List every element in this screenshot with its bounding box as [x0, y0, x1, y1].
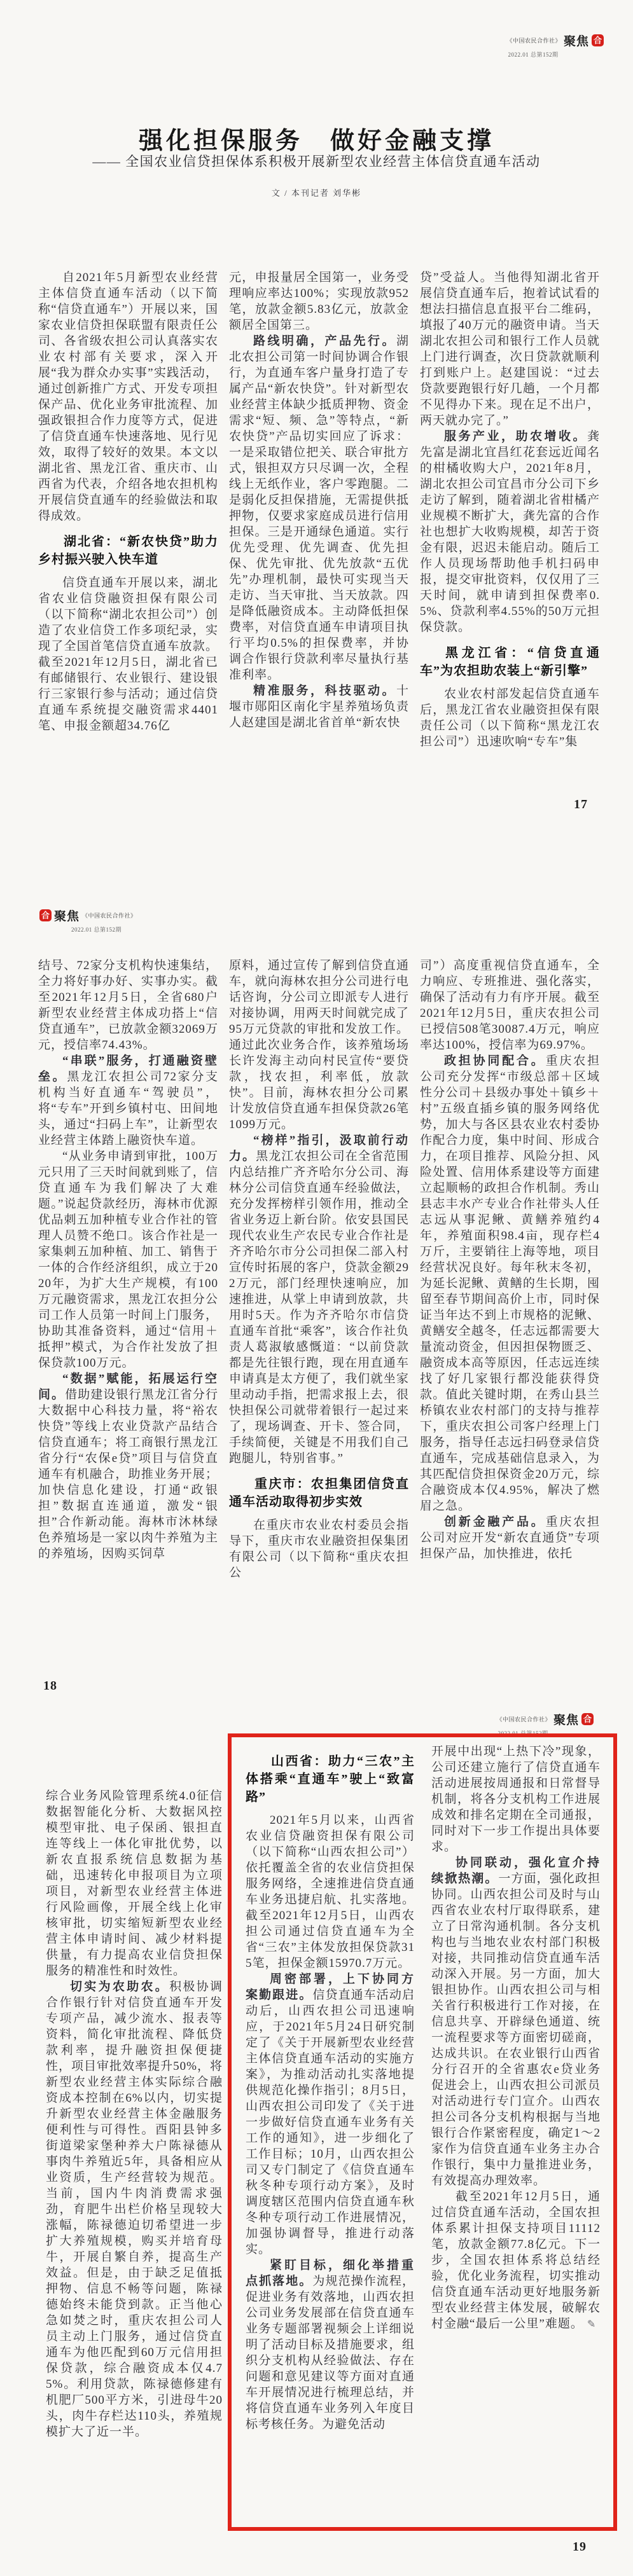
- paragraph-lead: 紧盯目标，细化举措重点抓落地。: [246, 2259, 415, 2288]
- section-heading: 湖北省：“新农快贷”助力乡村振兴驶入快车道: [38, 535, 218, 567]
- paragraph: 紧盯目标，细化举措重点抓落地。为规范操作流程，促进业务有效落地，山西农担公司业务发展部在信贷直通车业务专题部署视频会上详细说明了活动目标及措施要求，组织分支机构从经验做法、存在问题和意见建议等方面对直通车开展情况进行梳理总结，并将信贷直通车业务列入年度目标考核任务。为避免活动: [246, 2259, 415, 2431]
- paragraph: 截至2021年12月5日，通过信贷直通车活动，全国农担体系累计担保支持项目11112笔，放款金额77.8亿元。下一步，全国农担体系将总结经验，优化业务流程，切实推动信贷直通车活动更好地服务新型农业经营主体发展，破解农村金融“最后一公里”难题。 ✎: [431, 2190, 601, 2331]
- paragraph: 周密部署，上下协同方案勤跟进。信贷直通车活动启动后，山西农担公司迅速响应，于2021年5月24日研究制定了《关于开展新型农业经营主体信贷直通车活动的实施方案》，为推动活动扎实落地提供规范化操作指引；8月5日，山西农担公司印发了《关于进一步做好信贷直通车业务有关工作的通知》，进一步细化了工作目标；10月，山西农担公司又专门制定了《信贷直通车秋冬种专项行动方案》，及时调度辖区范围内信贷直通车秋冬种专项行动工作进展情况，加强协调督导，推进行动落实。: [246, 1973, 415, 2256]
- page-2-columns: [38, 958, 600, 1581]
- text-column: [431, 1744, 601, 2521]
- paragraph-lead: 服务产业，助农增收。: [444, 430, 587, 443]
- text-column: [46, 1788, 223, 2440]
- paragraph-lead: “数据”赋能，拓展运行空间。: [38, 1372, 218, 1402]
- paragraph: 切实为农助农。积极协调合作银行针对信贷直通车开发专项产品，减少流水、报表等资料，简化审批流程、降低贷款利率，提升融资担保便捷性，项目审批效率提升50%，将新型农业经营主体实际综合融资成本控制在6%以内，切实提升新型农业经营主体金融服务便利性与可得性。酉阳县钟多街道梁家堡种养大户陈禄德从事肉牛养殖近5年，具备相应从业资质，生产经营较为规范。当前，国内牛肉消费需求强劲，育肥牛出栏价格呈现较大涨幅，陈禄德迫切希望进一步扩大养殖规模，购买并培育母牛，开展自繁自养，提高生产效益。但是，由于缺乏足值抵押物、信息不畅等问题，陈禄德始终未能贷到款。正当他心急如焚之时，重庆农担公司人员主动上门服务，通过信贷直通车为他匹配到60万元信用担保贷款，综合融资成本仅4.75%。利用贷款，陈禄德修建有机肥厂500平方米，引进母牛20头，肉牛存栏达110头，养殖规模扩大了近一半。: [46, 1980, 223, 2439]
- text-column: [229, 270, 409, 750]
- text-column: [420, 270, 600, 750]
- article-end-icon: ✎: [587, 2319, 596, 2330]
- text-column: [38, 270, 218, 750]
- paragraph: 信贷直通车开展以来，湖北省农业信贷融资担保有限公司（以下简称“湖北农担公司”）创造了农业信贷工作多项纪录，实现了全国首笔信贷直通车放款。截至2021年12月5日，湖北省已有邮储银行、农业银行、建设银行三家银行参与活动；通过信贷直通车系统提交融资需求4401笔、申报金额超34.76亿: [38, 576, 218, 733]
- paragraph: 原料，通过宣传了解到信贷直通车，就向海林农担分公司进行电话咨询，分公司立即派专人进行对接协调，用两天时间就完成了95万元贷款的审批和发放工作。通过此次业务合作，该养殖场场长许发海主动向村民宣传“要贷款，找农担，利率低，放款快”。目前，海林农担分公司累计发放信贷直通车担保贷款26笔1099万元。: [229, 959, 409, 1131]
- paragraph: 2021年5月以来，山西省农业信贷融资担保有限公司（以下简称“山西农担公司”）依托覆盖全省的农业信贷担保服务网络，全速推进信贷直通车业务迅捷启航、扎实落地。截至2021年12月5日，山西农担公司通过信贷直通车为全省“三农”主体发放担保贷款315笔，担保金额15970.7万元。: [246, 1814, 415, 1970]
- masthead-page-2: [39, 907, 137, 933]
- paragraph-lead: 精准服务，科技驱动。: [253, 684, 396, 698]
- section-heading: 重庆市：农担集团信贷直通车活动取得初步实效: [229, 1477, 409, 1509]
- magazine-seal-icon: 合: [581, 1713, 594, 1725]
- paragraph-lead: 协同联动，强化宣介持续掀热潮。: [431, 1856, 601, 1885]
- paragraph-lead: “榜样”指引，汲取前行动力。: [229, 1134, 409, 1163]
- paragraph-lead: 政担协同配合。: [444, 1054, 546, 1068]
- text-column: [229, 958, 409, 1581]
- magazine-seal-icon: 合: [39, 909, 52, 921]
- masthead-section-name: 聚焦: [563, 35, 589, 48]
- text-column: [246, 1744, 415, 2521]
- paragraph: 元，申报量居全国第一，业务受理响应率达100%；实现放款952笔，放款金额5.83亿元，放款金额居全国第三。: [229, 271, 409, 332]
- article-byline: 文 / 本刊记者 刘华彬: [271, 188, 362, 198]
- paragraph: 路线明确，产品先行。湖北农担公司第一时间协调合作银行，为直通车客户量身打造了专属产品“新农快贷”。针对新型农业经营主体缺少抵质押物、资金需求“短、频、急”等特点，“新农快贷”产品切实回应了诉求：一是采取错位把关、联合审批方式，银担双方只尽调一次，全程线上无纸作业，客户零跑腿。二是弱化反担保措施，无需提供抵押物，仅要求家庭成员进行信用担保。三是开通绿色通道。实行优先受理、优先调查、优先担保、优先审批、优先放款“五优先”办理机制，最快可实现当天走访、当天审批、当天放款。四是降低融资成本。主动降低担保费率，对信贷直通车申请项目执行平均0.5%的担保费率，并协调合作银行贷款利率尽量执行基准利率。: [229, 334, 409, 682]
- paragraph: “数据”赋能，拓展运行空间。借助建设银行黑龙江省分行大数据中心科技力量，将“裕农快贷”等线上农业贷款产品结合信贷直通车；将工商银行黑龙江省分行“农保e贷”项目与信贷直通车有机融合，助推业务开展；加快信息化建设，打通“政银担”数据直连通道，激发“银担”合作新动能。海林市沐林绿色养殖场是一家以肉牛养殖为主的养殖场，因购买饲草: [38, 1372, 218, 1560]
- paragraph: 综合业务风险管理系统4.0征信数据智能化分析、大数据风控模型审批、电子保函、银担直连等线上一体化审批优势，以新农直报系统信息数据为基础，迅速转化申报项目为立项项目，对新型农业经营主体进行风险画像，开展全线上化审核审批，切实缩短新型农业经营主体申请时间、减少材料提供量，有力提高农业信贷担保服务的精准性和时效性。: [46, 1789, 223, 1978]
- paragraph: 贷”受益人。当他得知湖北省开展信贷直通车后，抱着试试看的想法扫描信息直报平台二维码，填报了40万元的融资申请。当天湖北农担公司和银行工作人员就上门进行调查，次日贷款就顺利打到账户上。赵建国说：“过去贷款要跑银行好几趟，一个月都不见得办下来。现在足不出户，两天就办完了。”: [420, 271, 600, 427]
- text-column: [38, 958, 218, 1581]
- masthead-issue: 2022.01 总第152期: [508, 52, 559, 58]
- highlight-box-shanxi: [228, 1733, 617, 2531]
- masthead-section-name: 聚焦: [54, 910, 80, 923]
- page-number: 19: [573, 2540, 587, 2554]
- section-heading: 山西省：助力“三农”主体搭乘“直通车”驶上“致富路”: [246, 1754, 415, 1804]
- paragraph-lead: 周密部署，上下协同方案勤跟进。: [246, 1973, 415, 2002]
- page-1-columns: [38, 270, 600, 750]
- paragraph: 政担协同配合。重庆农担公司充分发挥“市级总部＋区域性分公司＋县级办事处＋镇乡＋村”五级直插乡镇的服务网络优势，加大与各区县农业农村委协作配合力度，集中时间、形成合力，在项目推荐、风险分担、风险处置、信用体系建设等方面建立起顺畅的政担合作机制。秀山县志丰水产专业合作社带头人任志远从事泥鳅、黄鳝养殖约4年，养殖面积98.4亩，现存栏4万斤，主要销往上海等地，项目经营状况良好。每年秋末冬初，为延长泥鳅、黄鳝的生长期，囤留至春节期间高价上市，同时保证当年达不到上市规格的泥鳅、黄鳝安全越冬，任志远都需要大量流动资金，但因担保物匮乏、融资成本高等原因，任志远连续找了好几家银行都没能获得贷款。值此关键时期，在秀山县兰桥镇农业农村部门的支持与推荐下，重庆农担公司客户经理上门服务，指导任志远扫码登录信贷直通车，完成基础信息录入，为其匹配信贷担保资金20万元，综合融资成本仅4.95%，解决了燃眉之急。: [420, 1054, 600, 1513]
- paragraph: 协同联动，强化宣介持续掀热潮。一方面，强化政担协同。山西农担公司及时与山西省农业农村厅取得联系，建立了日常沟通机制。各分支机构也与当地农业农村部门积极对接，共同推动信贷直通车活动深入开展。另一方面，加大银担协作。山西农担公司与相关省行积极进行工作对接，在信息共享、开辟绿色通道、统一流程要求等方面密切磋商，达成共识。在农业银行山西省分行召开的全省惠农e贷业务促进会上，山西农担公司派员对活动进行专门宣介。山西农担公司各分支机构根据与当地银行合作紧密程度，确定1～2家作为信贷直通车业务主办合作银行，集中力量推进业务，有效提高办理效率。: [431, 1856, 601, 2187]
- paragraph: “榜样”指引，汲取前行动力。黑龙江农担公司在全省范围内总结推广齐齐哈尔分公司、海林分公司信贷直通车经验做法，充分发挥榜样引领作用，推动全省业务迈上新台阶。依安县国民现代农业生产农民专业合作社是齐齐哈尔市分公司担保二部入村宣传时拓展的客户，贷款金额292万元，部门经理快速响应，加速推进，从掌上申请到放款，共用时5天。作为齐齐哈尔市信贷直通车首批“乘客”，该合作社负责人葛淑敏感慨道：“以前贷款都是先往银行跑，现在用直通车申请真是太方便了，我们就坐家里动动手指，把需求报上去，很快担保公司就带着银行一起过来了，现场调查、开卡、签合同，手续简便，关键是不用我们自己跑腿儿，特别省事。”: [229, 1134, 409, 1465]
- paragraph-lead: “串联”服务，打通融资壁垒。: [38, 1054, 218, 1084]
- paragraph: 服务产业，助农增收。龚先富是湖北宜昌红花套远近闻名的柑橘收购大户，2021年8月，湖北农担公司宜昌市分公司下乡走访了解到，随着湖北省柑橘产业规模不断扩大，龚先富的合作社也想扩大收购规模，却苦于资金有限，迟迟未能启动。随后工作人员现场帮助他手机扫码申报，提交审批资料，仅仅用了三天时间，就申请到担保费率0.5%、贷款利率4.55%的50万元担保贷款。: [420, 430, 600, 634]
- article-title: 强化担保服务 做好金融支撑: [138, 128, 494, 155]
- masthead-journal-name: 《中国农民合作社》: [82, 913, 137, 919]
- paragraph-lead: 路线明确，产品先行。: [253, 334, 396, 348]
- masthead-page-1: [506, 32, 604, 59]
- paragraph: 精准服务，科技驱动。十堰市郧阳区南化宇星养殖场负责人赵建国是湖北省首单“新农快: [229, 684, 409, 729]
- magazine-seal-icon: 合: [592, 34, 604, 46]
- paragraph-lead: 切实为农助农。: [70, 1980, 170, 1994]
- section-heading: 黑龙江省：“信贷直通车”为农担助农装上“新引擎”: [420, 646, 600, 678]
- paragraph: 农业农村部发起信贷直通车后，黑龙江省农业融资担保有限责任公司（以下简称“黑龙江农担公司”）迅速吹响“专车”集: [420, 687, 600, 748]
- paragraph: “串联”服务，打通融资壁垒。黑龙江农担公司72家分支机构当好直通车“驾驶员”，将“专车”开到乡镇村屯、田间地头，通过“扫码上车”，让新型农业经营主体踏上融资快车道。: [38, 1054, 218, 1147]
- paragraph: 在重庆市农业农村委员会指导下，重庆市农业融资担保集团有限公司（以下简称“重庆农担公: [229, 1519, 409, 1580]
- masthead-journal-name: 《中国农民合作社》: [496, 1716, 551, 1723]
- masthead-journal-name: 《中国农民合作社》: [506, 38, 561, 44]
- paragraph: 开展中出现“上热下冷”现象，公司还建立施行了信贷直通车活动进展按周通报和日常督导机制，将各分支机构工作进展成效和排名定期在全司通报，同时对下一步工作提出具体要求。: [431, 1745, 601, 1854]
- page-number: 17: [574, 797, 588, 811]
- paragraph: 创新金融产品。重庆农担公司对应开发“新农直通贷”专项担保产品，加快推进，依托: [420, 1515, 600, 1560]
- page-number: 18: [43, 1679, 57, 1693]
- paragraph: 自2021年5月新型农业经营主体信贷直通车活动（以下简称“信贷直通车”）开展以来，国家农业信贷担保联盟有限责任公司、各省级农担公司认真落实农业农村部有关要求，深入开展“我为群众办实事”实践活动，通过创新推广方式、开发专项担保产品、优化业务审批流程、加强政银担合作力度等方式，促进了信贷直通车快速落地、见行见效，取得了较好的效果。本文以湖北省、黑龙江省、重庆市、山西省为代表，介绍各地农担机构开展信贷直通车的经验做法和取得成效。: [38, 271, 218, 523]
- paragraph: 结号、72家分支机构快速集结，全力将好事办好、实事办实。截至2021年12月5日，全省680户新型农业经营主体成功搭上“信贷直通车”，已放款金额32069万元，授信率74.43%。: [38, 959, 218, 1052]
- paragraph-lead: 创新金融产品。: [444, 1515, 546, 1529]
- text-column: [420, 958, 600, 1581]
- masthead-issue: 2022.01 总第152期: [497, 1730, 548, 1737]
- paragraph: 司”）高度重视信贷直通车，全力响应、专班推进、强化落实，确保了活动有力有序开展。截至2021年12月5日，重庆农担公司已授信508笔30087.4万元，响应率达100%，授信率为69.97%。: [420, 959, 600, 1052]
- article-subtitle: —— 全国农业信贷担保体系积极开展新型农业经营主体信贷直通车活动: [92, 154, 541, 169]
- masthead-issue: 2022.01 总第152期: [71, 926, 122, 933]
- paragraph: “从业务申请到审批，100万元只用了三天时间就到账了，信贷直通车为我们解决了大难题。”说起贷款经历，海林市优源优品刺五加种植专业合作社的管理人员赞不绝口。该合作社是一家集刺五加种植、加工、销售于一体的合作经济组织，成立于2020年，为扩大生产规模，有100万元融资需求，黑龙江农担分公司工作人员第一时间上门服务，协助其准备资料，通过“信用＋抵押”模式，为合作社发放了担保贷款100万元。: [38, 1150, 218, 1370]
- masthead-section-name: 聚焦: [553, 1714, 579, 1727]
